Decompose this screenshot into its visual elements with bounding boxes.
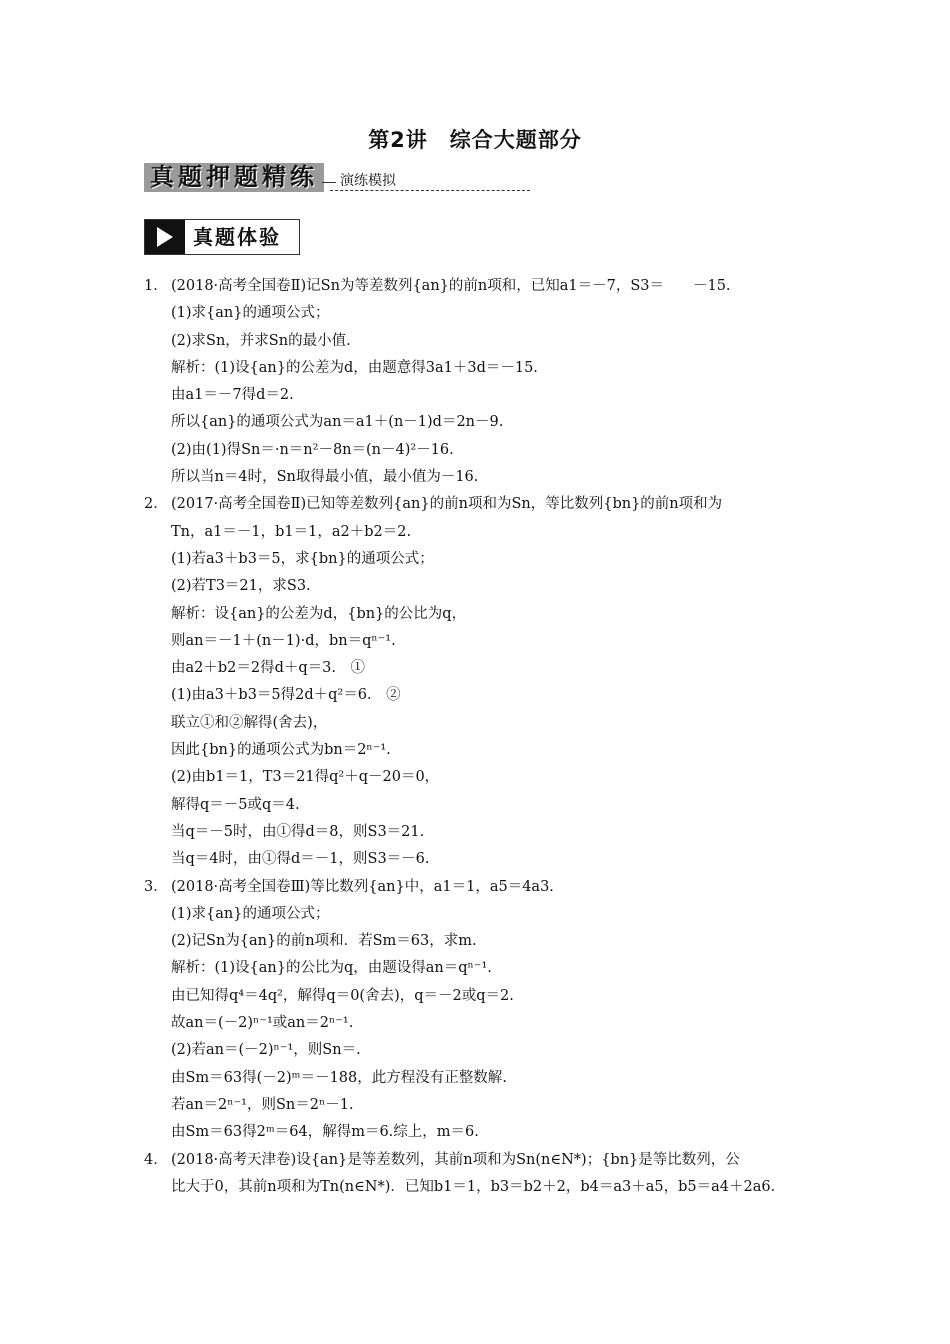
page-title: 第2讲 综合大题部分 — [368, 128, 582, 152]
text-line — [144, 382, 824, 409]
text-line — [144, 682, 824, 709]
text-line — [144, 1010, 824, 1037]
text-line — [144, 655, 824, 682]
line-text: 比大于0，其前n项和为Tn(n∈N*)．已知b1＝1，b3＝b2＋2，b4＝a3＋a5，b5＝a4＋2a6. — [171, 1178, 776, 1195]
text-line — [144, 355, 824, 382]
section-header — [144, 219, 300, 255]
text-line — [144, 737, 824, 764]
section-label: 真题体验 — [193, 225, 281, 249]
line-text: (2)若an＝(－2)ⁿ⁻¹，则Sn＝. — [171, 1042, 361, 1059]
text-line — [144, 1092, 824, 1119]
banner-main-title: 真题押题精练 — [144, 163, 324, 192]
line-text: 解得q＝－5或q＝4. — [171, 796, 300, 813]
text-line — [144, 983, 824, 1010]
text-line — [144, 846, 824, 873]
problem-number: 2． — [144, 496, 168, 513]
text-line — [144, 546, 824, 573]
text-line — [144, 764, 824, 791]
line-text: 解析：(1)设{an}的公比为q，由题设得an＝qⁿ⁻¹. — [171, 960, 492, 977]
text-line — [144, 1147, 824, 1174]
text-line — [144, 573, 824, 600]
text-line — [144, 792, 824, 819]
line-text: 则an＝－1＋(n－1)·d，bn＝qⁿ⁻¹. — [171, 632, 396, 649]
text-line — [144, 955, 824, 982]
text-line — [144, 628, 824, 655]
problem-content — [144, 273, 824, 1201]
text-line — [144, 437, 824, 464]
text-line — [144, 300, 824, 327]
line-text: 由a2＋b2＝2得d＋q＝3. ① — [171, 660, 366, 677]
line-text: 若an＝2ⁿ⁻¹，则Sn＝2ⁿ－1. — [171, 1096, 354, 1113]
line-text: 由Sm＝63得2ᵐ＝64，解得m＝6.综上，m＝6. — [171, 1124, 479, 1141]
line-text: 联立①和②解得(舍去)， — [171, 714, 328, 731]
line-text: (1)由a3＋b3＝5得2d＋q²＝6. ② — [171, 687, 401, 704]
banner-tick — [322, 182, 336, 183]
line-text: (2)若T3＝21，求S3. — [171, 578, 311, 595]
line-text: 故an＝(－2)ⁿ⁻¹或an＝2ⁿ⁻¹. — [171, 1015, 354, 1032]
text-line — [144, 1119, 824, 1146]
line-text: (1)若a3＋b3＝5，求{bn}的通项公式； — [171, 550, 434, 567]
line-text: (1)求{an}的通项公式； — [171, 905, 330, 922]
text-line — [144, 928, 824, 955]
line-text: 因此{bn}的通项公式为bn＝2ⁿ⁻¹. — [171, 742, 391, 759]
problem-number: 3． — [144, 878, 168, 895]
line-text: Tn，a1＝－1，b1＝1，a2＋b2＝2. — [171, 523, 412, 540]
text-line — [144, 328, 824, 355]
problem-number: 4． — [144, 1151, 168, 1168]
text-line — [144, 601, 824, 628]
line-text: 由a1＝－7得d＝2. — [171, 387, 294, 404]
line-text: (2018·高考全国卷Ⅱ)记Sn为等差数列{an}的前n项和，已知a1＝－7，S3＝ －15. — [171, 278, 731, 294]
line-text: 当q＝－5时，由①得d＝8，则S3＝21. — [171, 823, 425, 840]
banner-dashed-rule — [330, 190, 530, 191]
text-line — [144, 519, 824, 546]
text-line — [144, 409, 824, 436]
line-text: 由已知得q⁴＝4q²，解得q＝0(舍去)，q＝－2或q＝2. — [171, 987, 514, 1004]
text-line — [144, 273, 824, 300]
text-line — [144, 1037, 824, 1064]
problem-number: 1． — [144, 278, 168, 294]
line-text: (2)记Sn为{an}的前n项和．若Sm＝63，求m. — [171, 933, 477, 950]
line-text: (2)由(1)得Sn＝·n＝n²－8n＝(n－4)²－16. — [171, 441, 454, 458]
text-line — [144, 1065, 824, 1092]
line-text: (2)由b1＝1，T3＝21得q²＋q－20＝0， — [171, 769, 440, 786]
line-text: (2018·高考天津卷)设{an}是等差数列，其前n项和为Sn(n∈N*)；{bn}是等比数列，公 — [171, 1151, 740, 1168]
text-line — [144, 901, 824, 928]
line-text: 所以{an}的通项公式为an＝a1＋(n－1)d＝2n－9. — [171, 414, 504, 431]
banner-subtitle: 演练模拟 — [340, 173, 396, 189]
text-line — [144, 491, 824, 518]
text-line — [144, 874, 824, 901]
line-text: 由Sm＝63得(－2)ᵐ＝－188，此方程没有正整数解. — [171, 1069, 507, 1086]
line-text: (2)求Sn，并求Sn的最小值. — [171, 332, 351, 349]
line-text: 解析：设{an}的公差为d，{bn}的公比为q， — [171, 605, 467, 622]
line-text: (2017·高考全国卷Ⅱ)已知等差数列{an}的前n项和为Sn，等比数列{bn}的前n项和为 — [171, 496, 723, 513]
text-line — [144, 464, 824, 491]
line-text: (1)求{an}的通项公式； — [171, 305, 330, 322]
line-text: 所以当n＝4时，Sn取得最小值，最小值为－16. — [171, 469, 479, 486]
text-line — [144, 819, 824, 846]
line-text: (2018·高考全国卷Ⅲ)等比数列{an}中，a1＝1，a5＝4a3. — [171, 878, 554, 895]
text-line — [144, 710, 824, 737]
section-banner — [144, 160, 530, 196]
line-text: 解析：(1)设{an}的公差为d，由题意得3a1＋3d＝－15. — [171, 359, 538, 376]
play-arrow-icon — [145, 220, 185, 254]
text-line — [144, 1174, 824, 1201]
line-text: 当q＝4时，由①得d＝－1，则S3＝－6. — [171, 851, 430, 868]
